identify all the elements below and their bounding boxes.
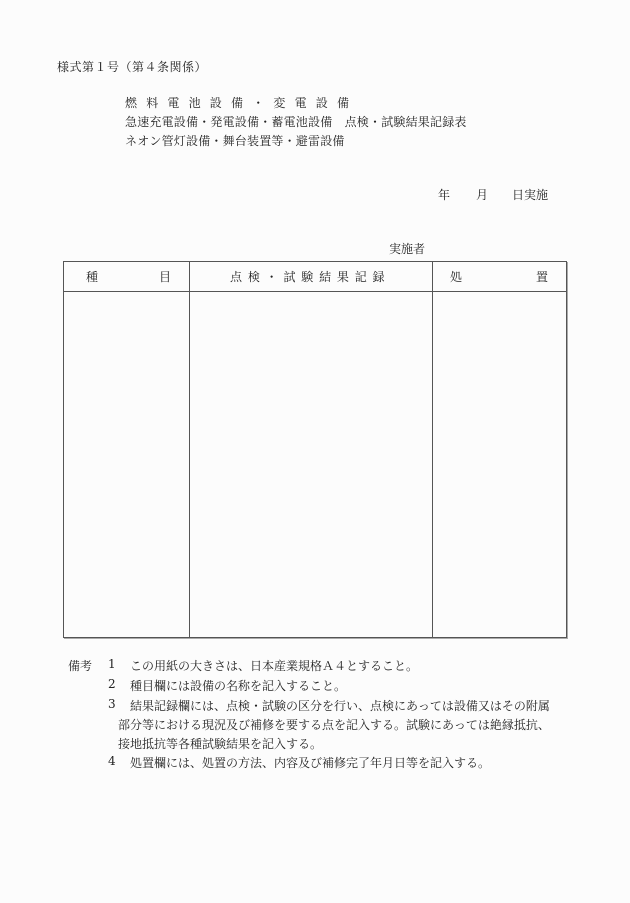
note-text-continued: 接地抵抗等各種試験結果を記入する。	[118, 737, 323, 751]
column-divider	[432, 262, 433, 637]
form-number: 様式第１号（第４条関係）	[57, 60, 208, 74]
note-text: この用紙の大きさは、日本産業規格Ａ４とすること。	[130, 659, 419, 673]
note-text-continued: 部分等における現況及び補修を要する点を記入する。試験にあっては絶縁抵抗、	[118, 718, 550, 732]
note-number: 3	[108, 697, 116, 711]
header-action-left: 処	[450, 270, 463, 284]
implementation-date	[438, 186, 548, 203]
column-divider	[189, 262, 190, 637]
note-text: 種目欄には設備の名称を記入すること。	[130, 679, 347, 693]
header-category-left: 種	[86, 270, 99, 284]
month-label: 月	[476, 188, 489, 202]
record-table	[63, 261, 567, 638]
note-text: 結果記録欄には、点検・試験の区分を行い、点検にあっては設備又はその附属	[130, 699, 550, 713]
implementer-label: 実施者	[389, 242, 426, 256]
note-number: 1	[108, 657, 116, 671]
title-line-3: ネオン管灯設備・舞台装置等・避雷設備	[125, 134, 345, 148]
result-record-cell[interactable]	[191, 292, 432, 637]
note-number: 4	[108, 754, 116, 768]
note-number: 2	[108, 677, 116, 691]
header-category-right: 目	[159, 270, 172, 284]
header-action-right: 置	[536, 270, 549, 284]
notes-label: 備考	[68, 659, 93, 673]
title-line-1: 燃料電池設備・変電設備	[125, 96, 359, 110]
action-cell[interactable]	[434, 292, 566, 637]
note-text: 処置欄には、処置の方法、内容及び補修完了年月日等を記入する。	[130, 756, 491, 770]
year-label: 年	[438, 188, 451, 202]
title-line-2: 急速充電設備・発電設備・蓄電池設備 点検・試験結果記録表	[125, 115, 467, 129]
category-cell[interactable]	[64, 292, 189, 637]
header-result-record: 点 検 ・ 試 験 結 果 記 録	[230, 270, 386, 284]
day-label: 日実施	[512, 188, 549, 202]
